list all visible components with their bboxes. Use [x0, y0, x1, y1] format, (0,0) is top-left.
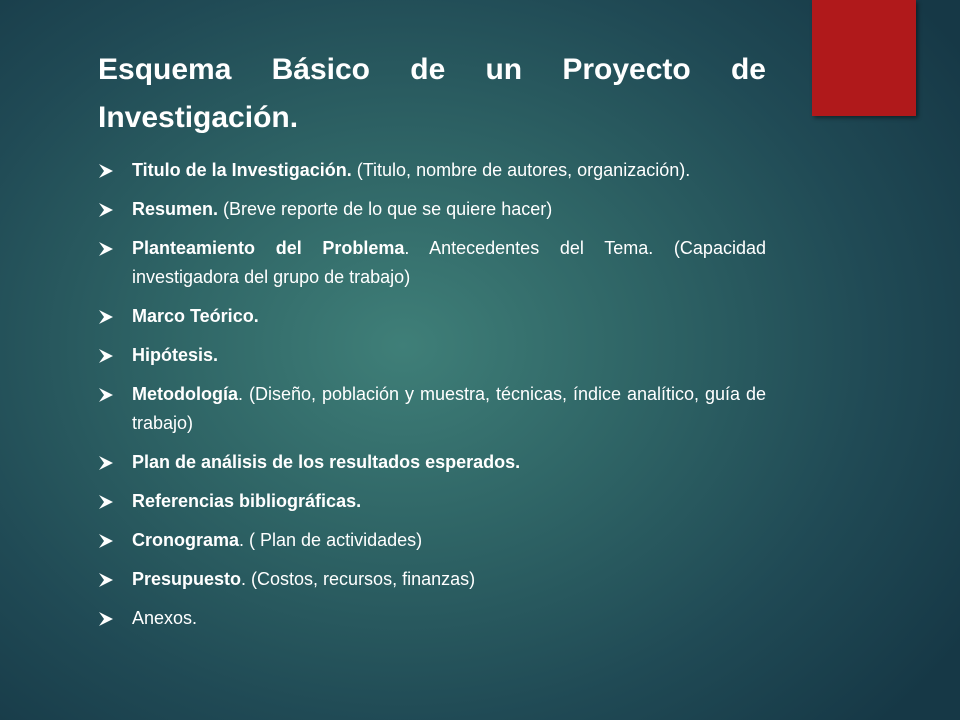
list-item — [98, 487, 766, 516]
arrow-bullet-icon — [98, 487, 122, 510]
arrow-bullet-icon — [98, 156, 122, 179]
list-item — [98, 565, 766, 594]
list-item — [98, 526, 766, 555]
list-item — [98, 448, 766, 477]
outline-list — [98, 156, 766, 643]
arrow-bullet-icon — [98, 380, 122, 403]
list-item — [98, 195, 766, 224]
item-detail: . (Diseño, población y muestra, técnicas, índice analítico, guía de trabajo) — [132, 384, 766, 433]
item-heading: Metodología — [132, 384, 238, 404]
item-heading: Marco Teórico. — [132, 306, 259, 326]
list-item — [98, 156, 766, 185]
item-heading: Referencias bibliográficas. — [132, 491, 362, 511]
arrow-bullet-icon — [98, 526, 122, 549]
item-detail: (Titulo, nombre de autores, organización). — [351, 160, 691, 180]
red-accent-block — [812, 0, 916, 116]
item-detail: . Antecedentes del Tema. (Capacidad investigadora del grupo de trabajo) — [132, 238, 766, 287]
item-heading: Plan de análisis de los resultados esperados. — [132, 452, 521, 472]
item-heading: Planteamiento del Problema — [132, 238, 405, 258]
item-detail: . ( Plan de actividades) — [239, 530, 423, 550]
list-item — [98, 380, 766, 438]
item-heading: Presupuesto — [132, 569, 242, 589]
arrow-bullet-icon — [98, 341, 122, 364]
item-detail: . (Costos, recursos, finanzas) — [241, 569, 476, 589]
slide-title: Esquema Básico de un Proyecto de Investigación. — [98, 53, 766, 134]
list-item — [98, 302, 766, 331]
item-detail: (Breve reporte de lo que se quiere hacer) — [218, 199, 553, 219]
item-heading: Titulo de la Investigación. — [132, 160, 352, 180]
item-detail: Anexos. — [132, 608, 198, 628]
item-heading: Resumen. — [132, 199, 219, 219]
arrow-bullet-icon — [98, 604, 122, 627]
arrow-bullet-icon — [98, 234, 122, 257]
arrow-bullet-icon — [98, 195, 122, 218]
list-item — [98, 234, 766, 292]
arrow-bullet-icon — [98, 448, 122, 471]
list-item — [98, 341, 766, 370]
item-heading: Cronograma — [132, 530, 240, 550]
item-heading: Hipótesis. — [132, 345, 219, 365]
arrow-bullet-icon — [98, 565, 122, 588]
list-item — [98, 604, 766, 633]
arrow-bullet-icon — [98, 302, 122, 325]
